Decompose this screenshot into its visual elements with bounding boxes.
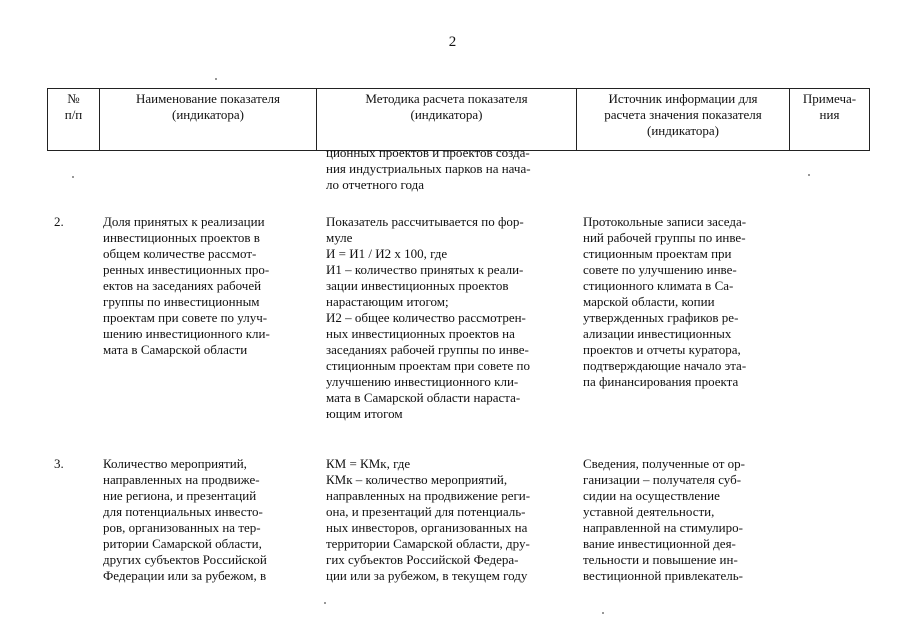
row-number: 2. <box>54 214 64 229</box>
header-method: Методика расчета показателя (индикатора) <box>365 91 528 122</box>
table-top-border <box>47 88 870 89</box>
header-name: Наименование показателя (индикатора) <box>135 91 281 122</box>
scan-speck <box>602 612 604 614</box>
row-source: Протокольные записи заседа- ний рабочей группы по инве- стиционным проектам при совете по улучшению инве- стиционного климата в Са- марской области, копии утвержденных графиков ре- ализации инвестиционных проектов и отчеты куратора, подтверждающие начало эта- па финансирования проекта <box>583 214 747 389</box>
column-divider <box>869 88 870 150</box>
row-indicator-name: Доля принятых к реализации инвестиционных проектов в общем количестве рассмот- ренных инвестиционных про- ектов на заседаниях рабочей группы по инвестиционным проектам при совете по улуч- шению инвестиционного кли- мата в Самарской области <box>103 214 270 357</box>
page-number: 2 <box>448 34 457 50</box>
header-num: № п/п <box>64 91 83 122</box>
scan-speck <box>808 174 810 176</box>
scan-speck <box>324 602 326 604</box>
row-method: КМ = КМк, где КМк – количество мероприятий, направленных на продвижение реги- она, и презентаций для потенциаль- ных инвесторов, организованных на территории Самарской области, дру- гих субъектов Российской Федера- ции или за рубежом, в текущем году <box>326 456 531 583</box>
row-indicator-name: Количество мероприятий, направленных на продвиже- ние региона, и презентаций для потенциальных инвесто- ров, организованных на тер- ритории Самарской области, других субъектов Российской Федерации или за рубежом, в <box>103 456 267 583</box>
continuation-method: ционных проектов и проектов созда- ния индустриальных парков на нача- ло отчетного года <box>326 145 531 192</box>
scan-speck <box>72 176 74 178</box>
row-source: Сведения, полученные от ор- ганизации – получателя суб- сидии на осуществление уставной деятельности, направленной на стимулиро- вание инвестиционной дея- тельности и повышение ин- вестиционной привлекатель- <box>583 456 745 583</box>
row-number: 3. <box>54 456 64 471</box>
row-method: Показатель рассчитывается по фор- муле И = И1 / И2 х 100, где И1 – количество принятых к реали- зации инвестиционных проектов нарастающим итогом; И2 – общее количество рассмотрен- ных инвестиционных проектов на заседаниях рабочей группы по инве- стиционным проектам при совете по улучшению инвестиционного кли- мата в Самарской области нараста- ющим итогом <box>326 214 530 421</box>
header-source: Источник информации для расчета значения показателя (индикатора) <box>604 91 762 138</box>
header-note: Примеча- ния <box>802 91 857 122</box>
scan-speck <box>215 78 217 80</box>
